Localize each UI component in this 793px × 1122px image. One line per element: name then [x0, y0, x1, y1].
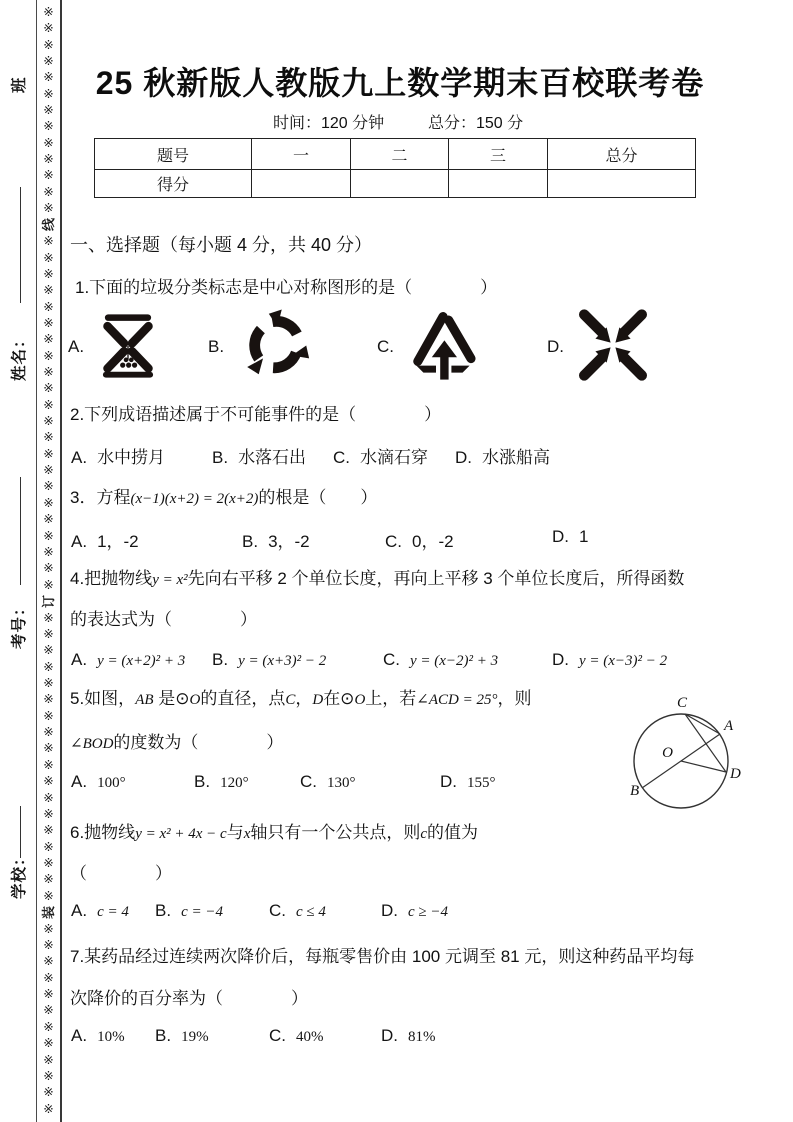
reference-mark: ※ [43, 184, 54, 199]
exam-time: 时间：120 分钟 [273, 115, 385, 132]
binding-char: 订 [40, 594, 56, 608]
q7-option-a: A. 10% [71, 1026, 125, 1045]
q1-option-d-label: D. [547, 337, 564, 356]
reference-mark: ※ [43, 627, 54, 642]
question-5-stem-line2: ∠BOD的度数为（ ） [70, 733, 284, 752]
question-3-stem: 3．方程(x−1)(x+2) = 2(x+2)的根是（ ） [70, 488, 378, 507]
reference-mark: ※ [43, 741, 54, 756]
reference-mark: ※ [43, 495, 54, 510]
binding-char: 线 [40, 218, 56, 232]
reference-mark: ※ [43, 855, 54, 870]
reference-mark: ※ [43, 577, 54, 592]
reference-mark: ※ [43, 970, 54, 985]
reference-mark: ※ [43, 725, 54, 740]
q4-option-b: B. y = (x+3)² − 2 [212, 650, 327, 669]
reference-mark: ※ [43, 70, 54, 85]
reference-mark: ※ [43, 659, 54, 674]
reference-mark: ※ [43, 610, 54, 625]
q4-option-d: D. y = (x−3)² − 2 [552, 650, 668, 669]
question-7-stem-line1: 7.某药品经过连续两次降价后，每瓶零售价由 100 元调至 81 元，则这种药品平均每 [70, 947, 695, 966]
q1-option-b-label: B. [208, 337, 225, 356]
name-blank-line [20, 187, 21, 303]
reference-mark: ※ [43, 1036, 54, 1051]
reference-mark: ※ [43, 168, 54, 183]
score-cell-part2 [351, 170, 449, 198]
name-label: 姓名： [11, 331, 28, 381]
col-header-part2: 二 [351, 139, 449, 170]
reference-mark: ※ [43, 479, 54, 494]
q2-option-d: D. 水涨船高 [455, 448, 550, 467]
reference-mark: ※ [43, 283, 54, 298]
binding-rule-inner [36, 0, 37, 1122]
question-5-stem-line1: 5.如图，AB 是⊙O的直径，点C，D在⊙O上，若∠ACD = 25°，则 [70, 689, 532, 708]
reference-mark: ※ [43, 119, 54, 134]
reference-mark: ※ [43, 348, 54, 363]
q4-parabola: y = x² [152, 572, 188, 588]
q3-option-a: A. 1，-2 [71, 532, 139, 551]
reference-mark: ※ [43, 823, 54, 838]
exam-no-blank-line [20, 477, 21, 585]
score-cell-part3 [449, 170, 548, 198]
reference-mark: ※ [43, 365, 54, 380]
table-row [95, 139, 696, 170]
reference-mark: ※ [43, 299, 54, 314]
reference-mark: ※ [43, 430, 54, 445]
table-row [95, 170, 696, 198]
reference-mark: ※ [43, 512, 54, 527]
row-header-score: 得分 [95, 170, 252, 198]
reference-mark: ※ [43, 839, 54, 854]
reference-mark: ※ [43, 987, 54, 1002]
q3-equation: (x−1)(x+2) = 2(x+2) [130, 491, 259, 507]
school-label: 学校： [11, 849, 28, 899]
binding-rule-outer [60, 0, 62, 1122]
reference-mark: ※ [43, 643, 54, 658]
reference-mark: ※ [43, 872, 54, 887]
q5-option-d: D. 155° [440, 772, 496, 791]
reference-mark: ※ [43, 790, 54, 805]
question-1-stem: 1.下面的垃圾分类标志是中心对称图形的是（ ） [75, 278, 498, 297]
q3-option-b: B. 3，-2 [242, 532, 310, 551]
question-4-stem-line2: 的表达式为（ ） [70, 610, 257, 629]
reference-mark: ※ [43, 921, 54, 936]
q6-option-a: A. c = 4 [71, 901, 129, 920]
reference-mark: ※ [43, 528, 54, 543]
q7-option-d: D. 81% [381, 1026, 436, 1045]
q5-option-b: B. 120° [194, 772, 249, 791]
reference-mark: ※ [43, 1019, 54, 1034]
reference-mark: ※ [43, 414, 54, 429]
hourglass-mark-icon [95, 306, 161, 391]
col-header-total: 总分 [548, 139, 696, 170]
reference-mark: ※ [43, 332, 54, 347]
point-label-d: D [730, 766, 741, 782]
q5-option-c: C. 130° [300, 772, 356, 791]
converging-arrows-mark-icon [573, 301, 653, 394]
question-7-stem-line2: 次降价的百分率为（ ） [70, 989, 308, 1008]
reference-mark: ※ [43, 938, 54, 953]
reference-mark: ※ [43, 888, 54, 903]
class-label: 班 [11, 76, 28, 93]
point-label-a: A [724, 718, 734, 734]
point-label-b: B [630, 783, 640, 799]
q6-option-d: D. c ≥ −4 [381, 901, 449, 920]
score-cell-part1 [252, 170, 351, 198]
reference-mark: ※ [43, 446, 54, 461]
reference-mark: ※ [43, 267, 54, 281]
reference-mark: ※ [43, 397, 54, 412]
q3-option-d: D. 1 [552, 527, 589, 546]
reference-mark: ※ [43, 86, 54, 101]
col-header-question-no: 题号 [95, 139, 252, 170]
reference-mark: ※ [43, 1085, 54, 1100]
exam-total-score: 总分：150 分 [428, 115, 524, 132]
reference-mark: ※ [43, 381, 54, 396]
q6-option-c: C. c ≤ 4 [269, 901, 326, 920]
question-4-stem-line1: 4.把抛物线y = x²先向右平移 2 个单位长度，再向上平移 3 个单位长度后，所得函数 [70, 569, 685, 588]
point-label-c: C [676, 695, 688, 711]
reference-mark: ※ [43, 676, 54, 691]
binding-char: 装 [40, 905, 56, 919]
q7-option-c: C. 40% [269, 1026, 324, 1045]
reference-mark: ※ [43, 135, 54, 150]
reference-mark: ※ [43, 561, 54, 576]
reference-mark: ※ [43, 954, 54, 969]
col-header-part1: 一 [252, 139, 351, 170]
recycle-arrows-mark-icon [240, 308, 312, 385]
reference-mark: ※ [43, 54, 54, 69]
reference-mark: ※ [43, 5, 54, 19]
q1-option-c-label: C. [377, 337, 394, 356]
reference-mark: ※ [43, 103, 54, 118]
binding-strip [38, 6, 59, 1116]
q6-option-b: B. c = −4 [155, 901, 223, 920]
question-2-stem: 2.下列成语描述属于不可能事件的是（ ） [70, 405, 442, 424]
q7-option-b: B. 19% [155, 1026, 209, 1045]
q2-option-b: B. 水落石出 [212, 448, 307, 467]
q4-option-a: A. y = (x+2)² + 3 [71, 650, 186, 669]
reference-mark: ※ [43, 1052, 54, 1067]
reference-mark: ※ [43, 37, 54, 52]
reference-mark: ※ [43, 708, 54, 723]
section-heading: 一、选择题（每小题 4 分，共 40 分） [70, 235, 373, 255]
reference-mark: ※ [43, 1003, 54, 1018]
reference-mark: ※ [43, 757, 54, 772]
reference-mark: ※ [43, 692, 54, 707]
point-label-o: O [662, 745, 673, 761]
q4-option-c: C. y = (x−2)² + 3 [383, 650, 499, 669]
triangle-up-arrow-mark-icon [408, 306, 478, 391]
reference-mark: ※ [43, 234, 54, 249]
reference-mark: ※ [43, 544, 54, 559]
exam-no-label: 考号： [11, 599, 28, 649]
reference-mark: ※ [43, 806, 54, 821]
q2-option-c: C. 水滴石穿 [333, 448, 428, 467]
q2-option-a: A. 水中捞月 [71, 448, 166, 467]
circle-diagram [616, 688, 756, 823]
score-table [94, 138, 696, 198]
q3-option-c: C. 0，-2 [385, 532, 454, 551]
reference-mark: ※ [43, 250, 54, 265]
reference-mark: ※ [43, 21, 54, 36]
q5-option-a: A. 100° [71, 772, 126, 791]
q1-option-a-label: A. [68, 337, 85, 356]
reference-mark: ※ [43, 1101, 54, 1116]
reference-mark: ※ [43, 1068, 54, 1083]
reference-mark: ※ [43, 201, 54, 216]
score-cell-total [548, 170, 696, 198]
question-6-stem-line1: 6.抛物线y = x² + 4x − c与x轴只有一个公共点，则c的值为 [70, 823, 479, 842]
reference-mark: ※ [43, 774, 54, 789]
reference-mark: ※ [43, 152, 54, 167]
reference-mark: ※ [43, 463, 54, 478]
page-title: 25 秋新版人教版九上数学期末百校联考卷 [95, 65, 705, 101]
col-header-part3: 三 [449, 139, 548, 170]
question-6-stem-line2: （ ） [70, 864, 172, 883]
reference-mark: ※ [43, 316, 54, 331]
